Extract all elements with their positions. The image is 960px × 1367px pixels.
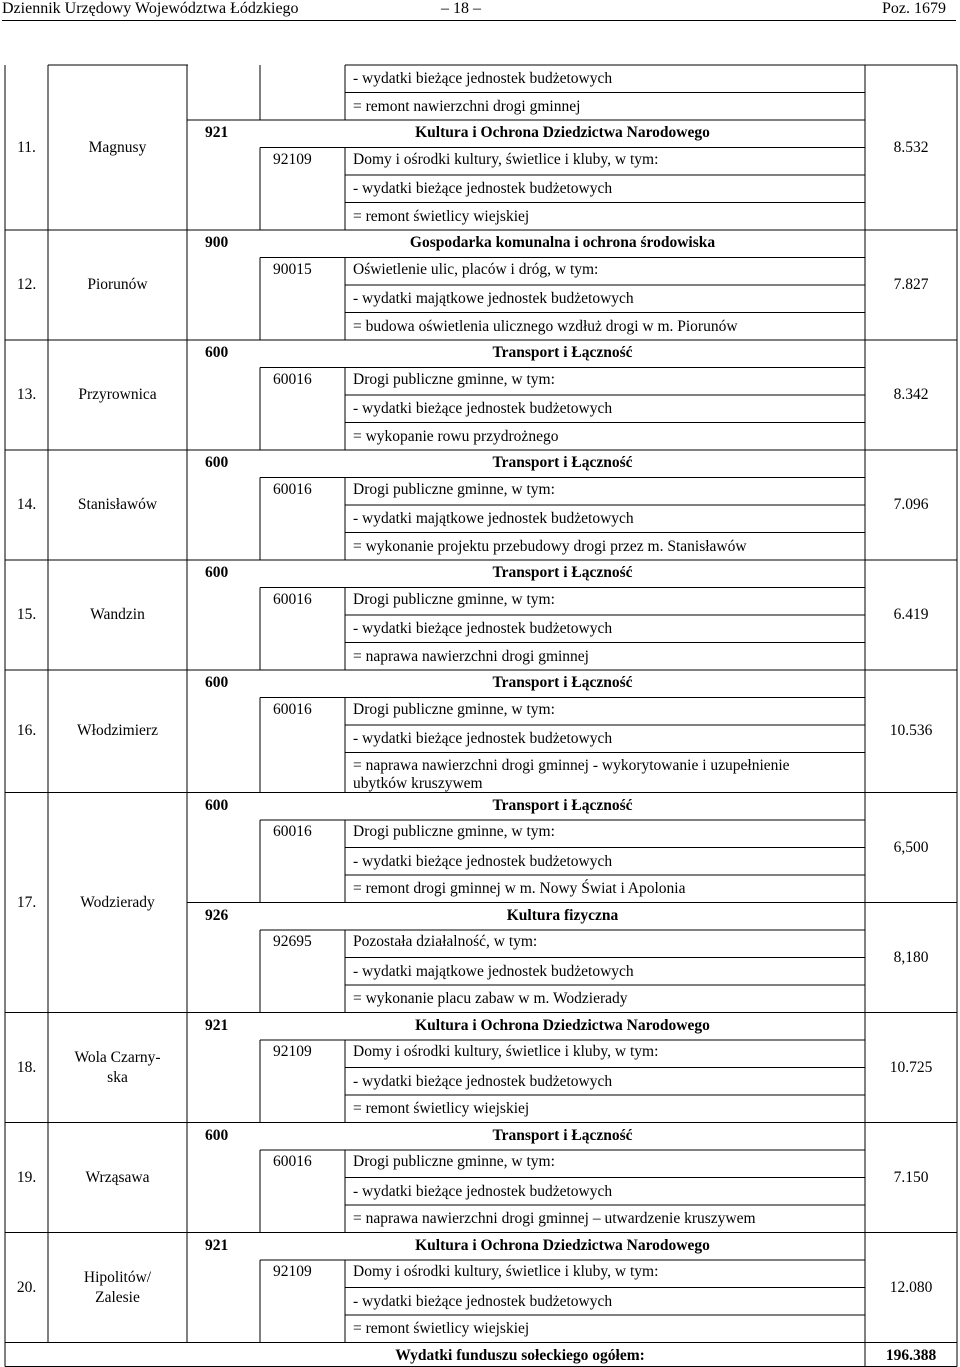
amount-value: 7.096 <box>893 496 929 513</box>
header-rule <box>2 20 956 21</box>
entry-number: 18. <box>16 1058 37 1076</box>
section-title: Transport i Łączność <box>492 796 633 814</box>
entry-number: 13. <box>16 386 37 403</box>
section-title: Kultura i Ochrona Dziedzictwa Narodowego <box>415 1016 710 1034</box>
item-desc: - wydatki bieżące jednostek budżetowych <box>353 620 613 637</box>
item-desc: = remont nawierzchni drogi gminnej <box>353 97 581 115</box>
item-desc: - wydatki bieżące jednostek budżetowych <box>353 400 613 417</box>
item-desc: = wykonanie placu zabaw w m. Wodzierady <box>353 990 628 1007</box>
item-desc: - wydatki bieżące jednostek budżetowych <box>353 1072 613 1090</box>
section-code: 600 <box>205 796 229 814</box>
subsection-code: 60016 <box>273 590 312 608</box>
entry-number: 17. <box>16 893 37 911</box>
item-desc: ubytków kruszywem <box>353 774 483 792</box>
subsection-desc: Drogi publiczne gminne, w tym: <box>353 1153 555 1170</box>
item-desc: = budowa oświetlenia ulicznego wzdłuż drogi w m. Piorunów <box>353 317 738 335</box>
item-desc: - wydatki majątkowe jednostek budżetowych <box>353 962 634 980</box>
section-title: Kultura i Ochrona Dziedzictwa Narodowego <box>415 124 710 141</box>
amount-value: 8,180 <box>893 948 929 966</box>
item-desc: - wydatki bieżące jednostek budżetowych <box>353 1292 613 1310</box>
total-value: 196.388 <box>885 1346 937 1364</box>
item-desc: - wydatki bieżące jednostek budżetowych <box>353 180 613 197</box>
section-code: 921 <box>205 1236 229 1254</box>
item-desc: = remont świetlicy wiejskiej <box>353 1100 530 1117</box>
village-name: Wandzin <box>90 606 145 623</box>
section-code: 600 <box>205 674 229 691</box>
entry-number: 12. <box>16 276 37 293</box>
village-name: Zalesie <box>95 1288 140 1306</box>
subsection-code: 92695 <box>273 933 312 950</box>
subsection-desc: Oświetlenie ulic, placów i dróg, w tym: <box>353 260 599 278</box>
amount-value: 8.342 <box>893 386 929 403</box>
section-title: Transport i Łączność <box>492 1126 633 1144</box>
village-name: Przyrownica <box>78 386 157 403</box>
section-title: Transport i Łączność <box>492 564 633 581</box>
section-title: Transport i Łączność <box>492 674 633 691</box>
village-name: Stanisławów <box>77 496 158 513</box>
amount-value: 8.532 <box>893 138 929 156</box>
village-name: Wrząsawa <box>85 1168 150 1186</box>
item-desc: - wydatki bieżące jednostek budżetowych <box>353 70 613 87</box>
entry-number: 20. <box>16 1278 37 1296</box>
item-desc: = wykonanie projektu przebudowy drogi przez m. Stanisławów <box>353 537 747 555</box>
entry-number: 11. <box>17 138 36 156</box>
subsection-desc: Drogi publiczne gminne, w tym: <box>353 480 555 498</box>
section-code: 926 <box>205 906 229 924</box>
item-desc: - wydatki bieżące jednostek budżetowych <box>353 730 613 747</box>
subsection-desc: Drogi publiczne gminne, w tym: <box>353 823 555 840</box>
subsection-code: 60016 <box>273 1153 312 1170</box>
section-code: 921 <box>205 124 229 141</box>
subsection-desc: Drogi publiczne gminne, w tym: <box>353 590 555 608</box>
section-code: 600 <box>205 1126 229 1144</box>
section-code: 900 <box>205 234 229 251</box>
subsection-code: 90015 <box>273 260 312 278</box>
item-desc: - wydatki bieżące jednostek budżetowych <box>353 1182 613 1200</box>
item-desc: = remont świetlicy wiejskiej <box>353 207 530 225</box>
page-header <box>0 0 960 22</box>
item-desc: = remont drogi gminnej w m. Nowy Świat i Apolonia <box>353 880 686 897</box>
village-name: ska <box>107 1068 128 1086</box>
subsection-code: 60016 <box>273 480 312 498</box>
item-desc: = naprawa nawierzchni drogi gminnej - wykorytowanie i uzupełnienie <box>353 756 790 774</box>
amount-value: 7.150 <box>893 1168 929 1186</box>
amount-value: 10.536 <box>889 722 933 740</box>
item-desc: - wydatki majątkowe jednostek budżetowych <box>353 290 634 307</box>
section-code: 921 <box>205 1016 229 1034</box>
amount-value: 6,500 <box>893 838 929 856</box>
village-name: Wola Czarny- <box>74 1048 161 1066</box>
amount-value: 12.080 <box>889 1278 933 1296</box>
subsection-desc: Domy i ośrodki kultury, świetlice i kluby, w tym: <box>353 1043 659 1060</box>
section-title: Gospodarka komunalna i ochrona środowiska <box>409 234 716 251</box>
item-desc: = remont świetlicy wiejskiej <box>353 1320 530 1337</box>
village-name: Piorunów <box>87 276 148 293</box>
item-desc: - wydatki majątkowe jednostek budżetowych <box>353 510 634 527</box>
subsection-code: 92109 <box>273 150 312 168</box>
section-code: 600 <box>205 344 229 361</box>
subsection-code: 92109 <box>273 1263 312 1280</box>
item-desc: = naprawa nawierzchni drogi gminnej <box>353 647 589 665</box>
item-desc: = wykopanie rowu przydrożnego <box>353 427 559 445</box>
section-title: Transport i Łączność <box>492 454 633 471</box>
subsection-code: 60016 <box>273 823 312 840</box>
item-desc: = naprawa nawierzchni drogi gminnej – utwardzenie kruszywem <box>353 1210 756 1227</box>
village-name: Magnusy <box>88 138 147 156</box>
section-code: 600 <box>205 454 229 471</box>
subsection-code: 60016 <box>273 700 312 718</box>
amount-value: 6.419 <box>893 606 929 623</box>
item-desc: - wydatki bieżące jednostek budżetowych <box>353 852 613 870</box>
section-title: Kultura fizyczna <box>506 906 619 924</box>
page-number: – 18 – <box>441 0 481 17</box>
subsection-desc: Drogi publiczne gminne, w tym: <box>353 700 555 718</box>
entry-number: 14. <box>16 496 37 513</box>
entry-number: 19. <box>16 1168 37 1186</box>
entry-number: 16. <box>16 722 37 740</box>
position-number: Poz. 1679 <box>882 0 946 17</box>
section-title: Transport i Łączność <box>492 344 633 361</box>
section-code: 600 <box>205 564 229 581</box>
subsection-desc: Domy i ośrodki kultury, świetlice i kluby, w tym: <box>353 150 659 168</box>
amount-value: 10.725 <box>889 1058 933 1076</box>
total-label: Wydatki funduszu sołeckiego ogółem: <box>395 1346 645 1364</box>
village-name: Hipolitów/ <box>83 1268 152 1286</box>
amount-value: 7.827 <box>893 276 929 293</box>
village-name: Wodzierady <box>80 893 155 911</box>
subsection-desc: Drogi publiczne gminne, w tym: <box>353 370 555 388</box>
subsection-desc: Pozostała działalność, w tym: <box>353 933 538 950</box>
subsection-code: 60016 <box>273 370 312 388</box>
subsection-code: 92109 <box>273 1043 312 1060</box>
subsection-desc: Domy i ośrodki kultury, świetlice i kluby, w tym: <box>353 1263 659 1280</box>
village-name: Włodzimierz <box>77 722 158 740</box>
entry-number: 15. <box>16 606 37 623</box>
journal-title: Dziennik Urzędowy Województwa Łódzkiego <box>2 0 299 17</box>
section-title: Kultura i Ochrona Dziedzictwa Narodowego <box>415 1236 710 1254</box>
